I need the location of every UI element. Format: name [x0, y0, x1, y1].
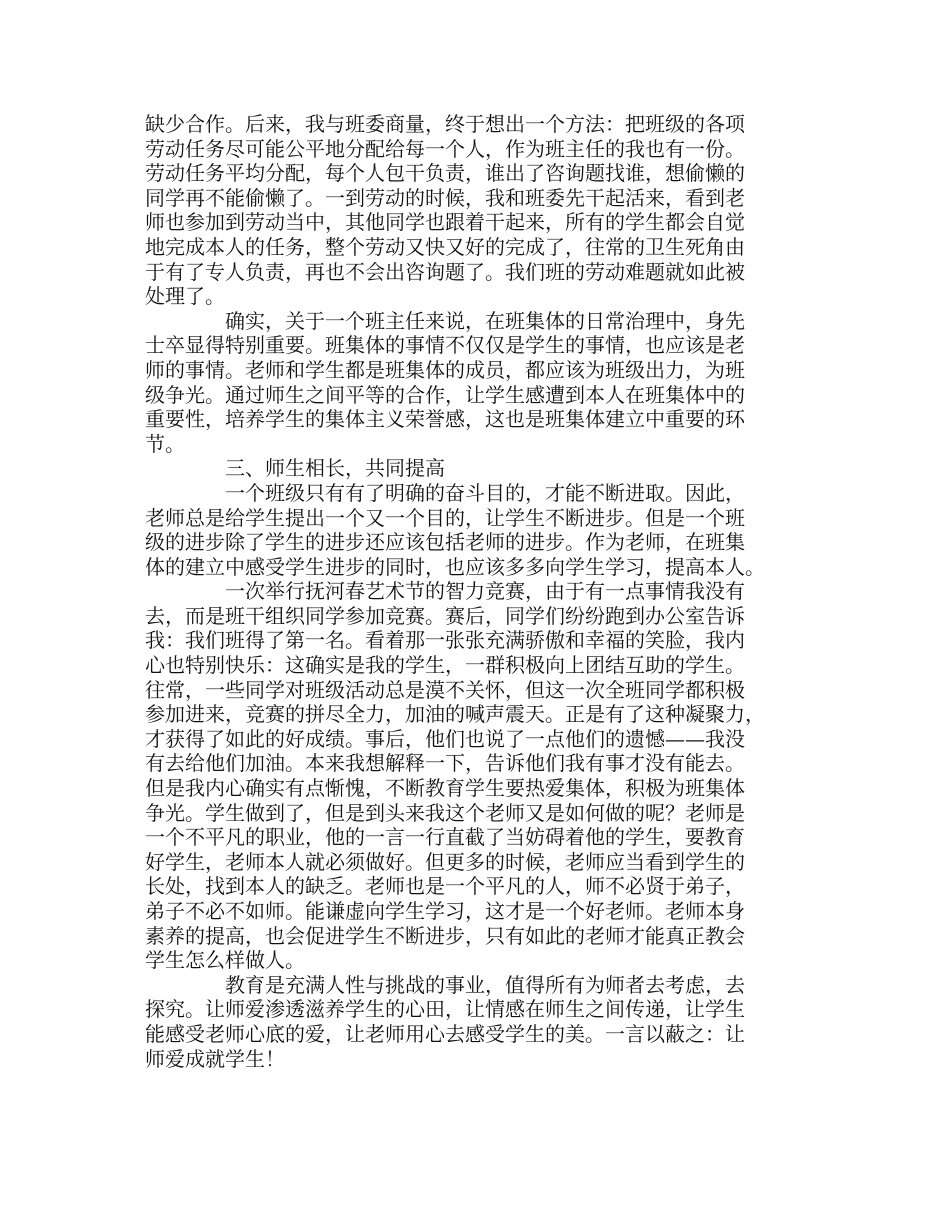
text-line: 弟子不必不如师。能谦虚向学生学习，这才是一个好老师。老师本身 [145, 899, 745, 923]
text-line: 往常，一些同学对班级活动总是漠不关怀，但这一次全班同学都积极 [145, 677, 745, 702]
text-line: 教育是充满人性与挑战的事业，值得所有为师者去考虑，去 [225, 972, 745, 997]
text-line: 劳动任务平均分配，每个人包干负责，谁出了咨询题找谁，想偷懒的 [145, 161, 745, 186]
text-line: 探究。让师爱渗透滋养学生的心田，让情感在师生之间传递，让学生 [145, 997, 745, 1022]
text-line: 同学再不能偷懒了。一到劳动的时候，我和班委先干起活来，看到老 [145, 185, 745, 210]
text-line: 但是我内心确实有点惭愧，不断教育学生要热爱集体，积极为班集体 [145, 776, 745, 801]
text-line: 缺少合作。后来，我与班委商量，终于想出一个方法：把班级的各项 [145, 112, 745, 136]
text-line: 重要性，培养学生的集体主义荣誉感，这也是班集体建立中重要的环 [145, 407, 745, 432]
text-line: 长处，找到本人的缺乏。老师也是一个平凡的人，师不必贤于弟子， [145, 874, 745, 899]
text-line: 一个班级只有有了明确的奋斗目的，才能不断进取。因此， [225, 480, 745, 505]
text-line: 三、师生相长，共同提高 [225, 456, 445, 481]
text-line: 参加进来，竞赛的拼尽全力，加油的喊声震天。正是有了这种凝聚力， [145, 702, 765, 727]
text-line: 师也参加到劳动当中，其他同学也跟着干起来，所有的学生都会自觉 [145, 210, 745, 235]
text-line: 一次举行抚河春艺术节的智力竞赛，由于有一点事情我没有 [225, 579, 745, 604]
text-line: 师的事情。老师和学生都是班集体的成员，都应该为班级出力，为班 [145, 357, 745, 382]
text-line: 老师总是给学生提出一个又一个目的，让学生不断进步。但是一个班 [145, 505, 745, 530]
text-line: 我：我们班得了第一名。看着那一张张充满骄傲和幸福的笑脸，我内 [145, 628, 745, 653]
text-line: 才获得了如此的好成绩。事后，他们也说了一点他们的遗憾——我没 [145, 726, 745, 751]
text-line: 地完成本人的任务，整个劳动又快又好的完成了，往常的卫生死角由 [145, 234, 745, 259]
text-line: 争光。学生做到了，但是到头来我这个老师又是如何做的呢？老师是 [145, 800, 745, 825]
text-line: 有去给他们加油。本来我想解释一下，告诉他们我有事才没有能去。 [145, 751, 745, 776]
text-line: 好学生，老师本人就必须做好。但更多的时候，老师应当看到学生的 [145, 849, 745, 874]
text-line: 劳动任务尽可能公平地分配给每一个人，作为班主任的我也有一份。 [145, 136, 745, 161]
text-line: 一个不平凡的职业，他的一言一行直截了当妨碍着他的学生，要教育 [145, 825, 745, 850]
text-line: 确实，关于一个班主任来说，在班集体的日常治理中，身先 [225, 308, 745, 333]
text-line: 素养的提高，也会促进学生不断进步，只有如此的老师才能真正教会 [145, 923, 745, 948]
text-line: 士卒显得特别重要。班集体的事情不仅仅是学生的事情，也应该是老 [145, 333, 745, 358]
text-line: 学生怎么样做人。 [145, 948, 305, 973]
document-body-text [145, 112, 825, 1071]
text-line: 节。 [145, 431, 185, 456]
text-line: 去，而是班干组织同学参加竞赛。赛后，同学们纷纷跑到办公室告诉 [145, 603, 745, 628]
text-line: 师爱成就学生！ [145, 1046, 285, 1071]
text-line: 心也特别快乐：这确实是我的学生，一群积极向上团结互助的学生。 [145, 653, 745, 678]
text-line: 级的进步除了学生的进步还应该包括老师的进步。作为老师，在班集 [145, 530, 745, 555]
text-line: 体的建立中感受学生进步的同时，也应该多多向学生学习，提高本人。 [145, 554, 765, 579]
text-line: 于有了专人负责，再也不会出咨询题了。我们班的劳动难题就如此被 [145, 259, 745, 284]
text-line: 级争光。通过师生之间平等的合作，让学生感遭到本人在班集体中的 [145, 382, 745, 407]
text-line: 处理了。 [145, 284, 225, 309]
text-line: 能感受老师心底的爱，让老师用心去感受学生的美。一言以蔽之：让 [145, 1021, 745, 1046]
